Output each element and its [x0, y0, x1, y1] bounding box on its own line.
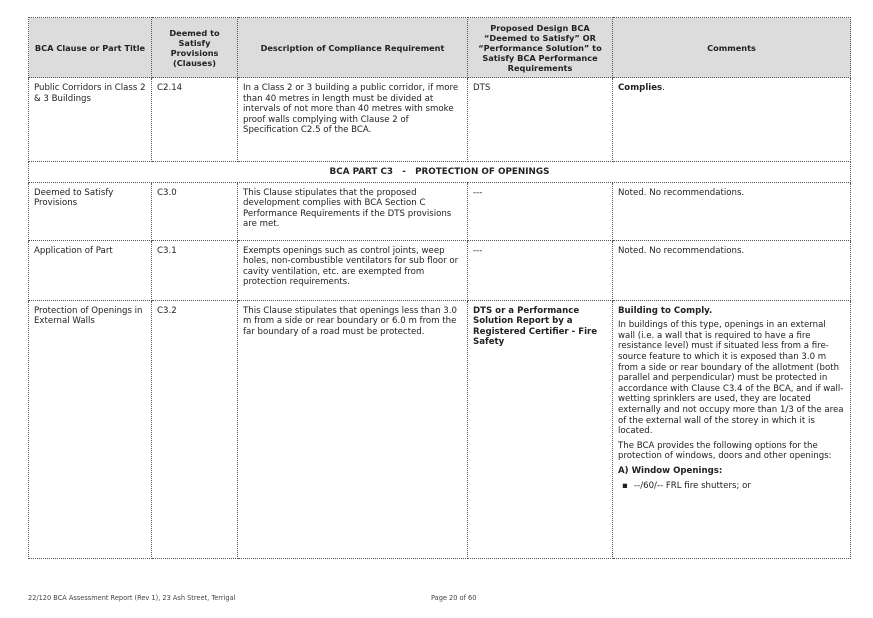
row-description: This Clause stipulates that openings less than 3.0 m from a side or rear boundary or 6.0 m from the far boundary of a road must be protected. [238, 300, 468, 558]
bullet-text: --/60/-- FRL fire shutters; or [634, 480, 751, 491]
header-proposed-design: Proposed Design BCA “Deemed to Satisfy” OR “Performance Solution” to Satisfy BCA Performance Requirements [468, 18, 613, 78]
footer-report-reference: 22/120 BCA Assessment Report (Rev 1), 23 Ash Street, Terrigal [28, 594, 236, 602]
table-row [29, 240, 851, 300]
row-clause: C2.14 [152, 78, 238, 162]
header-description: Description of Compliance Requirement [238, 18, 468, 78]
section-heading: BCA PART C3 - PROTECTION OF OPENINGS [29, 162, 851, 183]
comment-bullet-item [618, 481, 845, 492]
comment-paragraph-options: The BCA provides the following options for the protection of windows, doors and other openings: [618, 440, 832, 462]
table-row [29, 182, 851, 240]
header-comments: Comments [613, 18, 851, 78]
row-design: --- [468, 240, 613, 300]
row-description: This Clause stipulates that the proposed development complies with BCA Section C Performance Requirements if the DTS provisions are met. [238, 182, 468, 240]
row-title: Application of Part [29, 240, 152, 300]
header-clause-title: BCA Clause or Part Title [29, 18, 152, 78]
section-row [29, 162, 851, 183]
header-dts-clauses: Deemed to Satisfy Provisions (Clauses) [152, 18, 238, 78]
row-design: DTS [468, 78, 613, 162]
row-design: --- [468, 182, 613, 240]
row-clause: C3.0 [152, 182, 238, 240]
bullet-icon: ▪ [622, 480, 628, 491]
footer-page-number: Page 20 of 60 [431, 594, 477, 602]
comment-status: Complies [618, 83, 663, 93]
row-description: In a Class 2 or 3 building a public corridor, if more than 40 metres in length must be divided at intervals of not more than 40 metres with smoke proof walls complying with Clause 2 of Specification C2.5 of the BCA. [238, 78, 468, 162]
comment-punctuation: . [662, 83, 665, 93]
row-title: Protection of Openings in External Walls [29, 300, 152, 558]
comment-subheading: A) Window Openings: [618, 465, 723, 476]
comment-heading: Building to Comply. [618, 305, 713, 316]
row-design: DTS or a Performance Solution Report by a Registered Certifier - Fire Safety [468, 300, 613, 558]
row-comment: Noted. No recommendations. [613, 240, 851, 300]
row-clause: C3.1 [152, 240, 238, 300]
row-clause: C3.2 [152, 300, 238, 558]
row-comment [613, 300, 851, 558]
row-description: Exempts openings such as control joints, weep holes, non-combustible ventilators for sub floor or cavity ventilation, etc. are exempted from protection requirements. [238, 240, 468, 300]
comment-paragraph: In buildings of this type, openings in an external wall (i.e. a wall that is required to have a fire resistance level) must if situated less from a fire-source feature to which it is exposed than 3.0 m from a side or rear boundary of the allotment (both parallel and perpendicular) must be protected in accordance with Clause C3.4 of the BCA, and if wall-wetting sprinklers are used, they are located externally and not occupy more than 1/3 of the area of the external wall of the storey in which it is located. [618, 320, 844, 437]
table-header-row [29, 18, 851, 78]
row-title: Deemed to Satisfy Provisions [29, 182, 152, 240]
row-comment: Noted. No recommendations. [613, 182, 851, 240]
table-row [29, 78, 851, 162]
table-row [29, 300, 851, 558]
row-comment [613, 78, 851, 162]
compliance-table [28, 17, 851, 559]
row-title: Public Corridors in Class 2 & 3 Buildings [29, 78, 152, 162]
